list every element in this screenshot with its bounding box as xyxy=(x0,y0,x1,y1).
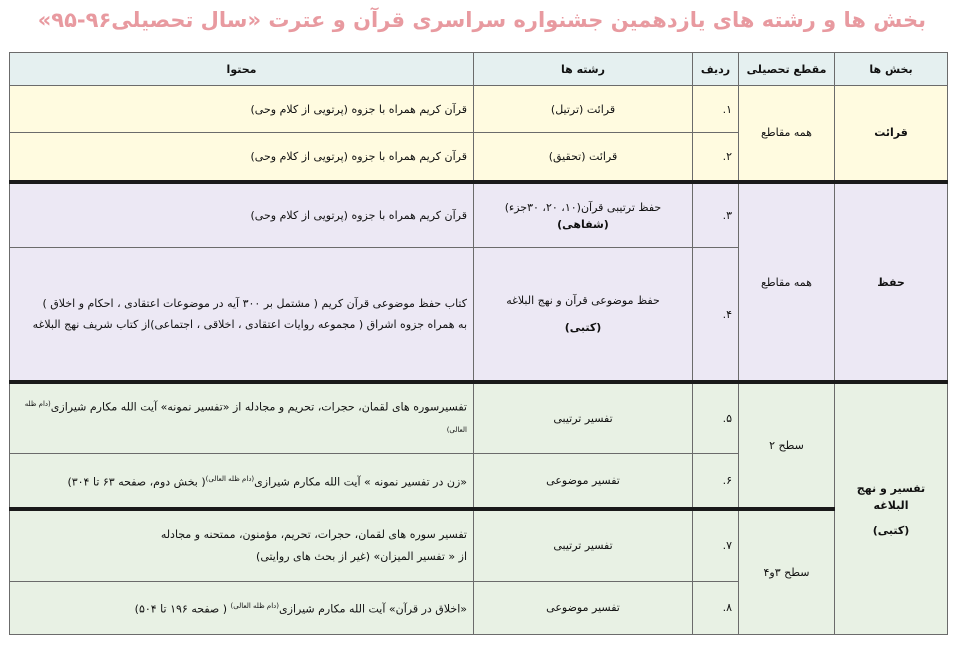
content-line: کتاب حفظ موضوعی قرآن کریم ( مشتمل بر ۳۰۰ آیه در موضوعات اعتقادی ، احکام و اخلاق ) xyxy=(42,297,467,311)
row-number: ۵. xyxy=(693,382,739,454)
field-cell: تفسیر موضوعی xyxy=(474,454,693,509)
content-line: از « تفسیر المیزان» (غیر از بحث های روایتی) xyxy=(256,549,467,563)
page-title: بخش ها و رشته های یازدهمین جشنواره سراسری قرآن و عترت «سال تحصیلی۹۶-۹۵» xyxy=(37,8,926,32)
header-field: رشته ها xyxy=(474,53,693,86)
header-level: مقطع تحصیلی xyxy=(739,53,835,86)
field-note: (شفاهی) xyxy=(557,217,609,231)
field-cell: تفسیر موضوعی xyxy=(474,581,693,634)
section-tafsir-note: (کتبی) xyxy=(872,523,910,537)
content-cell: قرآن کریم همراه با جزوه (پرتویی از کلام وحی) xyxy=(10,182,474,248)
field-note: (کتبی) xyxy=(564,321,602,335)
content-cell: قرآن کریم همراه با جزوه (پرتویی از کلام وحی) xyxy=(10,133,474,182)
row-number: ۴. xyxy=(693,248,739,382)
field-cell xyxy=(474,248,693,382)
header-row: ردیف xyxy=(693,53,739,86)
content-cell xyxy=(10,509,474,581)
content-text: «اخلاق در قرآن» آیت الله مکارم شیرازی xyxy=(279,602,467,616)
row-number: ۳. xyxy=(693,182,739,248)
section-tafsir-label: تفسیر و نهج البلاغه xyxy=(856,481,926,512)
content-cell xyxy=(10,581,474,634)
content-text: «زن در تفسیر نمونه » آیت الله مکارم شیرازی xyxy=(254,475,467,489)
level-cell: همه مقاطع xyxy=(739,86,835,182)
field-name: حفظ موضوعی قرآن و نهج البلاغه xyxy=(506,294,660,308)
field-cell: تفسیر ترتیبی xyxy=(474,382,693,454)
row-number: ۱. xyxy=(693,86,739,133)
field-cell: تفسیر ترتیبی xyxy=(474,509,693,581)
content-pages: ( صفحه ۱۹۶ تا ۵۰۴) xyxy=(134,602,231,616)
festival-table xyxy=(9,52,948,635)
honorific-note: (دام ظله العالی) xyxy=(205,475,255,483)
field-cell xyxy=(474,182,693,248)
table-row xyxy=(10,509,948,581)
section-qiraat: قرائت xyxy=(835,86,948,182)
content-cell xyxy=(10,382,474,454)
row-number: ۶. xyxy=(693,454,739,509)
content-cell xyxy=(10,454,474,509)
table-row xyxy=(10,86,948,133)
content-cell: قرآن کریم همراه با جزوه (پرتویی از کلام وحی) xyxy=(10,86,474,133)
section-hefz: حفظ xyxy=(835,182,948,382)
honorific-note: (دام ظله العالی) xyxy=(24,400,467,434)
table-row xyxy=(10,182,948,248)
header-section: بخش ها xyxy=(835,53,948,86)
content-line: به همراه جزوه اشراق ( مجموعه روایات اعتقادی ، اخلاقی ، اجتماعی)از کتاب شریف نهج البلاغه xyxy=(32,318,467,332)
row-number: ۲. xyxy=(693,133,739,182)
field-cell: قرائت (تحقیق) xyxy=(474,133,693,182)
table-header-row xyxy=(10,53,948,86)
header-content: محتوا xyxy=(10,53,474,86)
field-name: حفظ ترتیبی قرآن(۱۰، ۲۰، ۳۰جزء) xyxy=(504,200,662,214)
level-cell: سطح ۳و۴ xyxy=(739,509,835,634)
table-row xyxy=(10,382,948,454)
honorific-note: (دام ظله العالی) xyxy=(230,601,280,610)
level-cell: همه مقاطع xyxy=(739,182,835,382)
content-pages: ( بخش دوم، صفحه ۶۳ تا ۳۰۴) xyxy=(67,475,206,489)
content-cell xyxy=(10,248,474,382)
level-cell: سطح ۲ xyxy=(739,382,835,509)
row-number: ۸. xyxy=(693,581,739,634)
row-number: ۷. xyxy=(693,509,739,581)
content-text: تفسیرسوره های لقمان، حجرات، تحریم و مجادله از «تفسیر نمونه» آیت الله مکارم شیرازی xyxy=(50,400,467,414)
section-tafsir xyxy=(835,382,948,634)
field-cell: قرائت (ترتیل) xyxy=(474,86,693,133)
content-line: تفسیر سوره های لقمان، حجرات، تحریم، مؤمنون، ممتحنه و مجادله xyxy=(160,527,467,541)
